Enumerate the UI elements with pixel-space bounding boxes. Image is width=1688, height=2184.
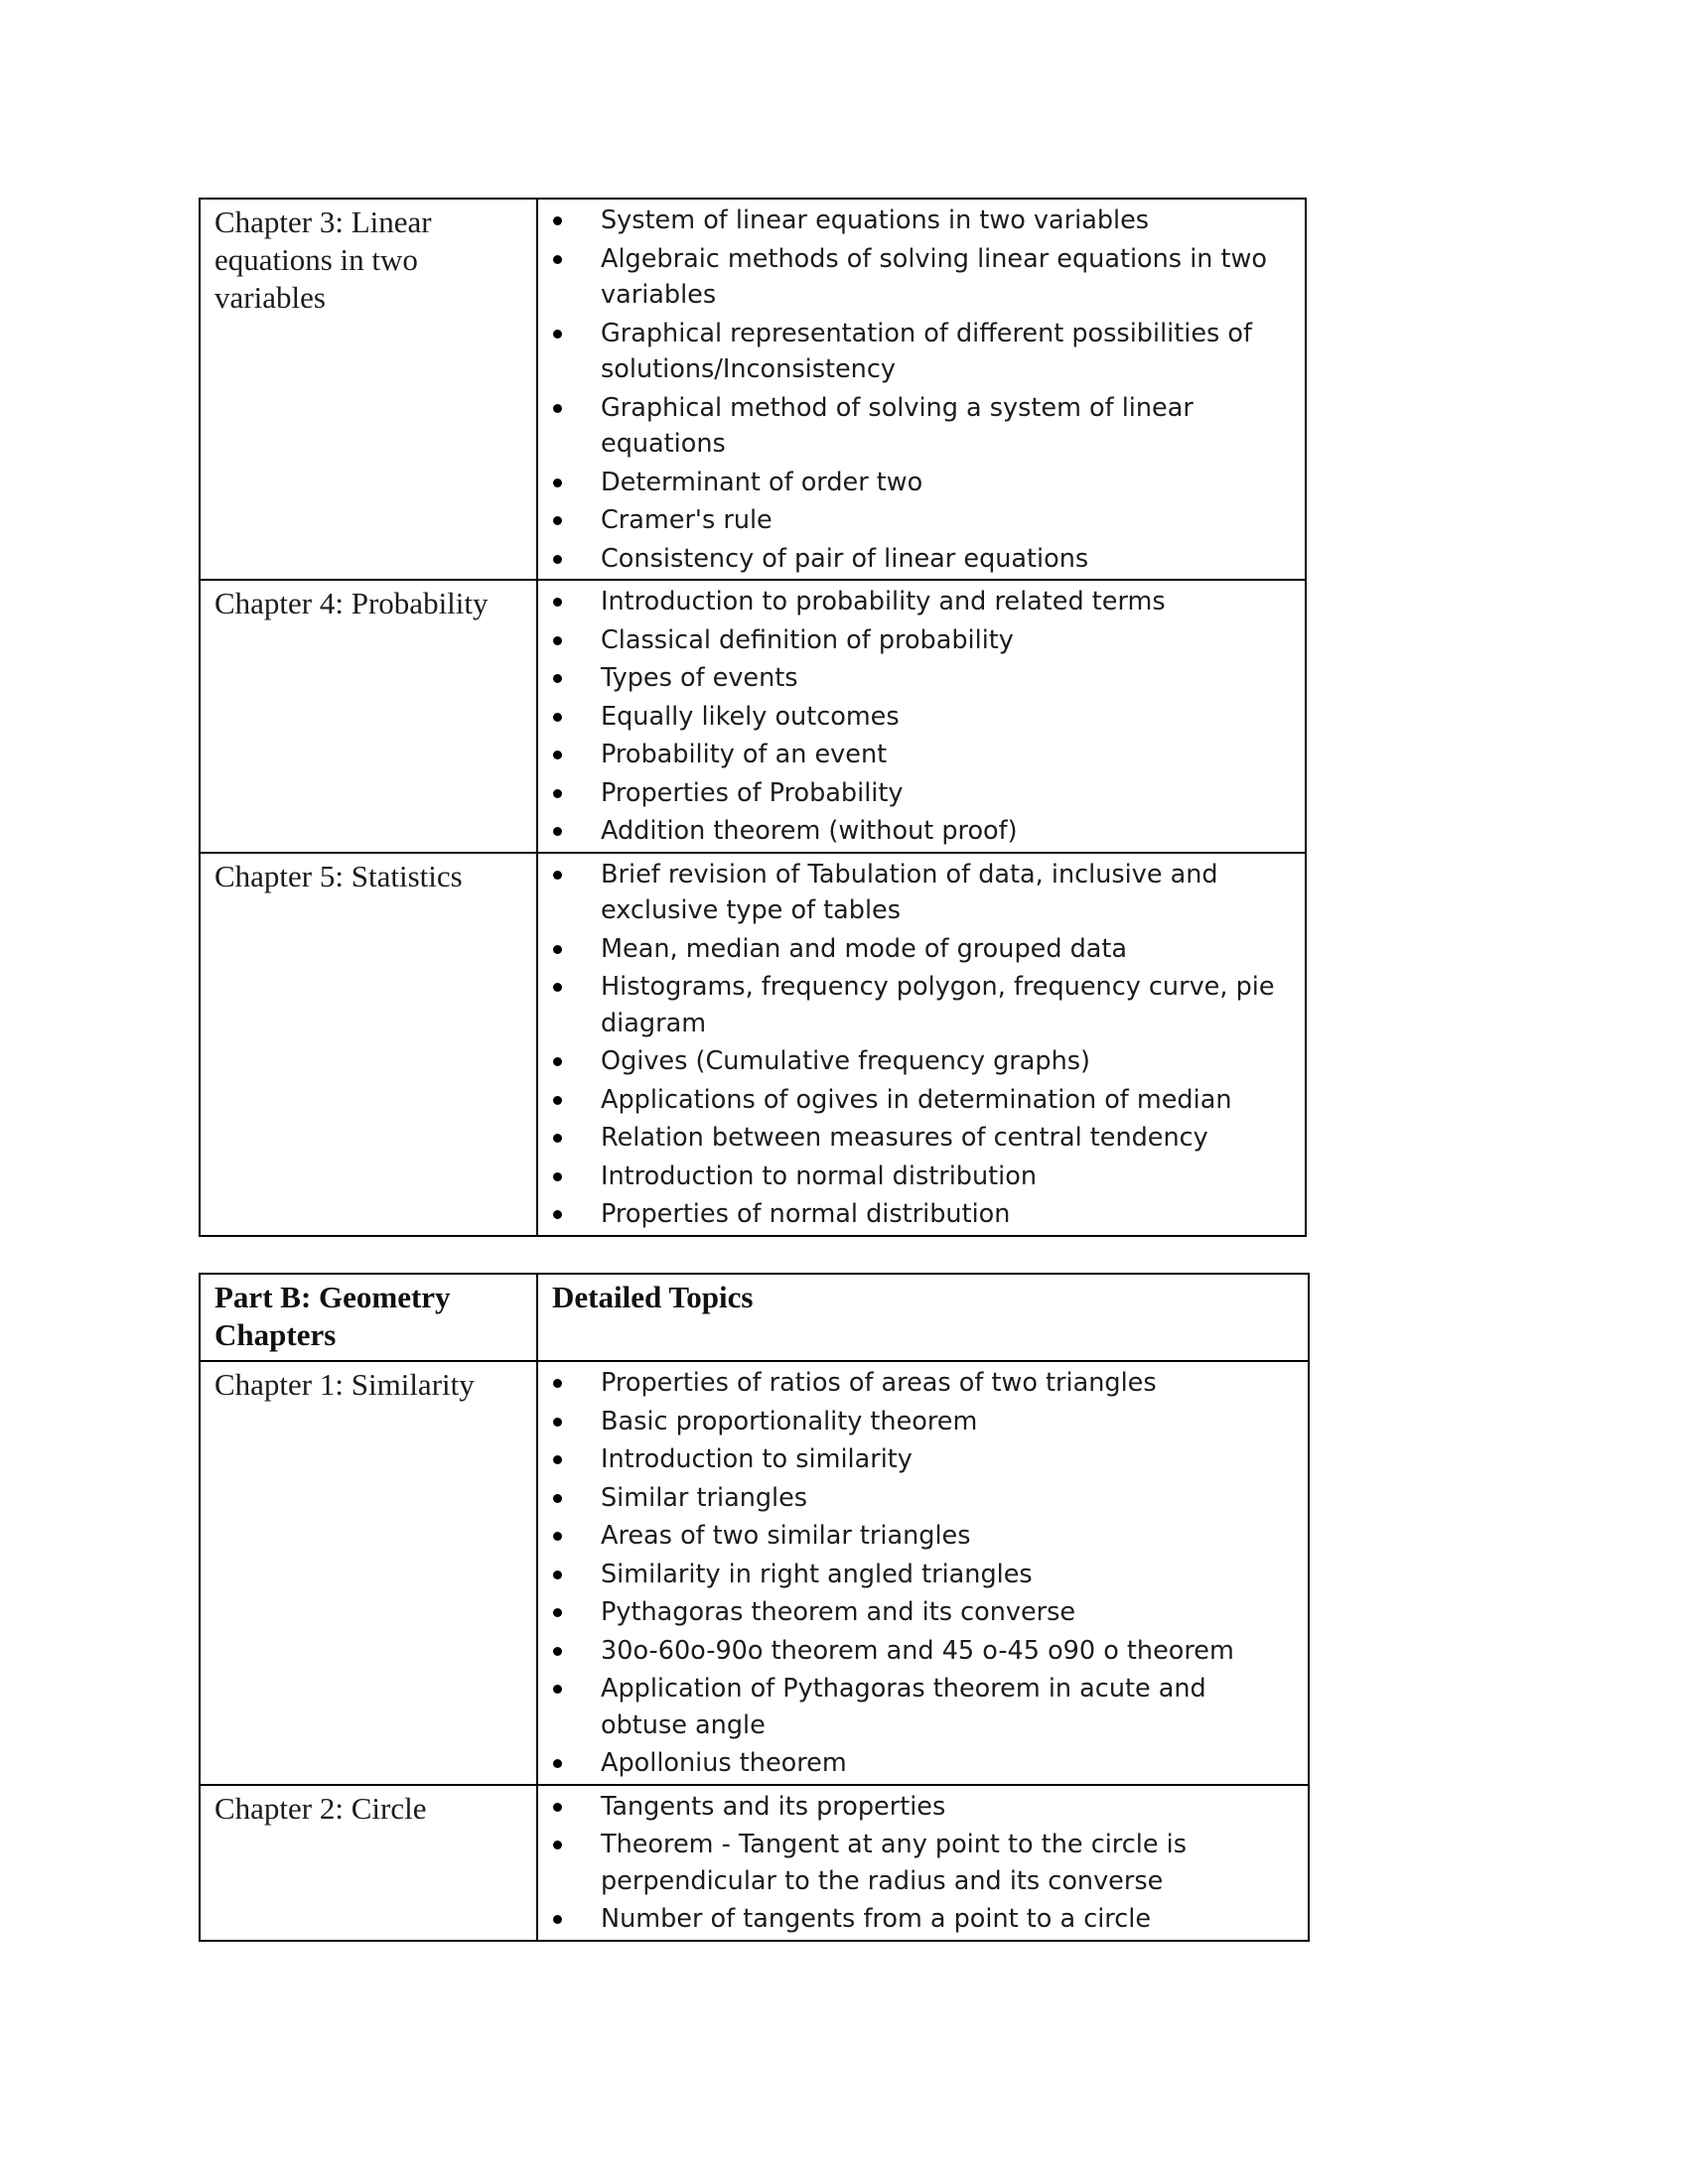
topic-item: 30o-60o-90o theorem and 45 o-45 o90 o theorem <box>538 1633 1292 1670</box>
topic-item: Probability of an event <box>538 737 1289 773</box>
topic-item: Ogives (Cumulative frequency graphs) <box>538 1043 1289 1080</box>
column-header-chapters: Part B: Geometry Chapters <box>214 1280 451 1352</box>
table-row <box>200 580 1306 853</box>
topic-item: Properties of ratios of areas of two triangles <box>538 1365 1292 1402</box>
syllabus-table-part-b <box>199 1273 1310 1942</box>
header-cell <box>537 1274 1309 1361</box>
table-header-row <box>200 1274 1309 1361</box>
topic-item: Similarity in right angled triangles <box>538 1557 1292 1593</box>
topic-item: Brief revision of Tabulation of data, inclusive and exclusive type of tables <box>538 857 1289 929</box>
chapter-cell <box>200 1785 537 1941</box>
table-row <box>200 853 1306 1236</box>
topic-item: Theorem - Tangent at any point to the circle is perpendicular to the radius and its converse <box>538 1827 1292 1899</box>
topic-item: System of linear equations in two variables <box>538 203 1289 239</box>
topics-cell <box>537 199 1306 580</box>
syllabus-table-part-a <box>199 198 1307 1237</box>
topic-item: Number of tangents from a point to a circle <box>538 1901 1292 1938</box>
topic-list <box>538 581 1305 850</box>
topic-item: Classical definition of probability <box>538 622 1289 659</box>
topic-item: Introduction to probability and related terms <box>538 584 1289 620</box>
chapter-cell <box>200 1361 537 1785</box>
topic-item: Pythagoras theorem and its converse <box>538 1594 1292 1631</box>
topic-item: Applications of ogives in determination of median <box>538 1082 1289 1119</box>
topic-item: Basic proportionality theorem <box>538 1404 1292 1440</box>
topic-item: Histograms, frequency polygon, frequency curve, pie diagram <box>538 969 1289 1041</box>
table-row <box>200 1785 1309 1941</box>
topics-cell <box>537 1785 1309 1941</box>
table-row <box>200 1361 1309 1785</box>
column-header-topics: Detailed Topics <box>552 1280 754 1314</box>
topic-item: Relation between measures of central tendency <box>538 1120 1289 1157</box>
chapter-title: Chapter 4: Probability <box>214 586 489 620</box>
topic-list <box>538 854 1305 1233</box>
topic-item: Similar triangles <box>538 1480 1292 1517</box>
topic-item: Mean, median and mode of grouped data <box>538 931 1289 968</box>
topic-item: Tangents and its properties <box>538 1789 1292 1826</box>
topic-item: Properties of normal distribution <box>538 1196 1289 1233</box>
topic-item: Graphical representation of different possibilities of solutions/Inconsistency <box>538 316 1289 388</box>
topic-item: Introduction to normal distribution <box>538 1159 1289 1195</box>
topic-item: Addition theorem (without proof) <box>538 813 1289 850</box>
topic-list <box>538 200 1305 577</box>
topic-item: Properties of Probability <box>538 775 1289 812</box>
topic-item: Determinant of order two <box>538 465 1289 501</box>
chapter-cell <box>200 199 537 580</box>
topic-item: Graphical method of solving a system of linear equations <box>538 390 1289 463</box>
topic-item: Algebraic methods of solving linear equations in two variables <box>538 241 1289 314</box>
header-cell <box>200 1274 537 1361</box>
chapter-title: Chapter 1: Similarity <box>214 1367 475 1402</box>
chapter-cell <box>200 580 537 853</box>
topics-cell <box>537 853 1306 1236</box>
table-row <box>200 199 1306 580</box>
chapter-title: Chapter 5: Statistics <box>214 858 463 893</box>
chapter-title: Chapter 2: Circle <box>214 1790 427 1826</box>
topic-item: Areas of two similar triangles <box>538 1518 1292 1555</box>
topic-list <box>538 1786 1308 1938</box>
topic-list <box>538 1362 1308 1782</box>
topic-item: Apollonius theorem <box>538 1745 1292 1782</box>
topic-item: Introduction to similarity <box>538 1441 1292 1478</box>
topic-item: Equally likely outcomes <box>538 699 1289 736</box>
topic-item: Cramer's rule <box>538 502 1289 539</box>
topic-item: Consistency of pair of linear equations <box>538 541 1289 578</box>
topic-item: Types of events <box>538 660 1289 697</box>
chapter-cell <box>200 853 537 1236</box>
topics-cell <box>537 1361 1309 1785</box>
topics-cell <box>537 580 1306 853</box>
topic-item: Application of Pythagoras theorem in acute and obtuse angle <box>538 1671 1292 1743</box>
chapter-title: Chapter 3: Linear equations in two variables <box>214 205 432 315</box>
